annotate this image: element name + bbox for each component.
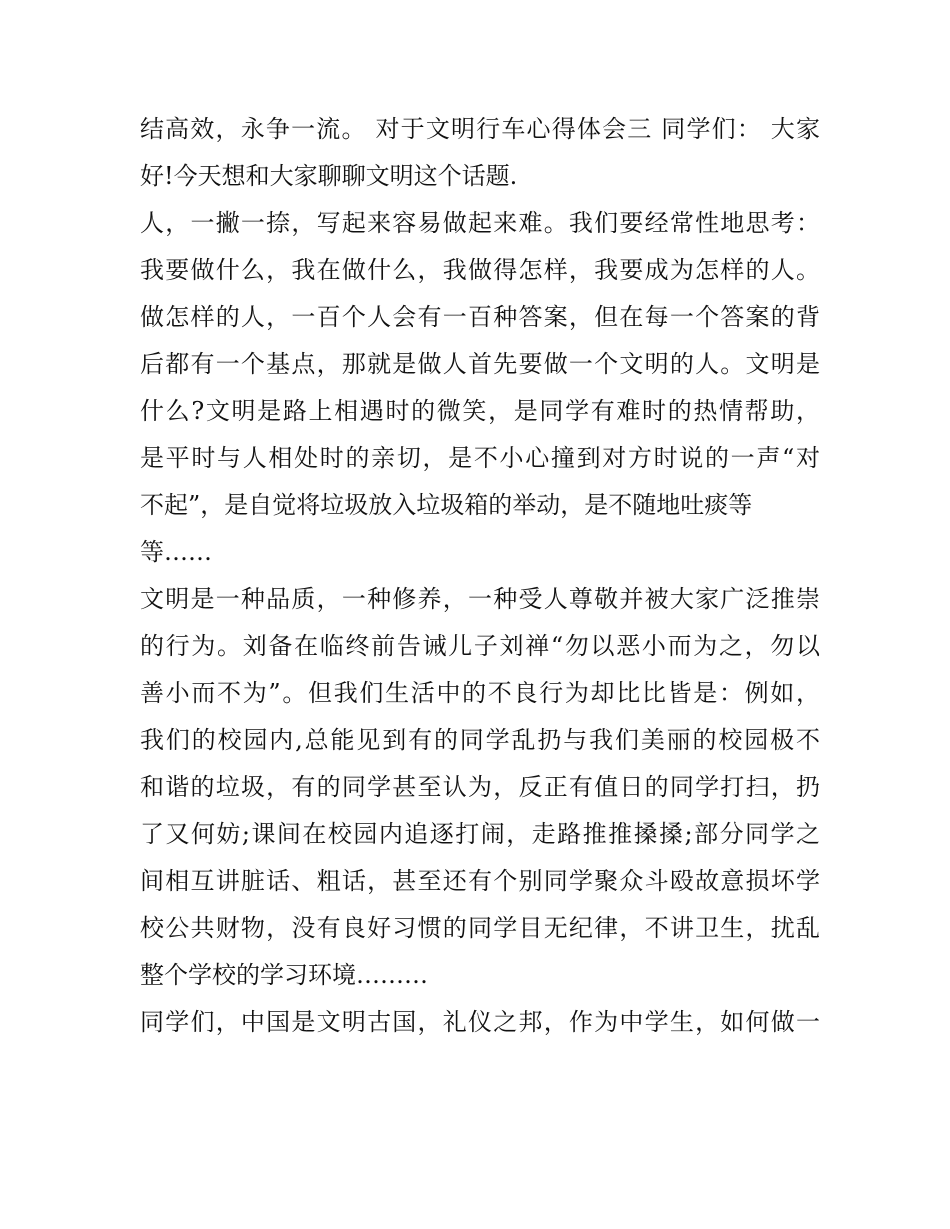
text-line: 了又何妨;课间在校园内追逐打闹，走路推推搡搡;部分同学之 (140, 820, 820, 848)
text-line: 做怎样的人，一百个人会有一百种答案，但在每一个答案的背 (140, 303, 820, 331)
text-line: 整个学校的学习环境……… (140, 961, 428, 989)
text-line: 的行为。刘备在临终前告诫儿子刘禅“勿以恶小而为之，勿以 (140, 632, 820, 660)
text-line: 和谐的垃圾，有的同学甚至认为，反正有值日的同学打扫，扔 (140, 773, 820, 801)
text-line: 不起”，是自觉将垃圾放入垃圾箱的举动，是不随地吐痰等 (140, 491, 753, 519)
text-line: 间相互讲脏话、粗话，甚至还有个别同学聚众斗殴故意损坏学 (140, 867, 820, 895)
text-line: 好!今天想和大家聊聊文明这个话题. (140, 162, 518, 190)
text-line: 我要做什么，我在做什么，我做得怎样，我要成为怎样的人。 (140, 256, 820, 284)
text-line: 等…… (140, 538, 212, 566)
text-line: 同学们，中国是文明古国，礼仪之邦，作为中学生，如何做一 (140, 1008, 820, 1036)
text-line: 我们的校园内,总能见到有的同学乱扔与我们美丽的校园极不 (140, 726, 820, 754)
text-line: 人，一撇一捺，写起来容易做起来难。我们要经常性地思考： (140, 209, 820, 237)
text-line: 善小而不为”。但我们生活中的不良行为却比比皆是：例如， (140, 679, 820, 707)
text-line: 文明是一种品质，一种修养，一种受人尊敬并被大家广泛推崇 (140, 585, 820, 613)
text-line: 后都有一个基点，那就是做人首先要做一个文明的人。文明是 (140, 350, 820, 378)
text-line: 校公共财物，没有良好习惯的同学目无纪律，不讲卫生，扰乱 (140, 914, 820, 942)
body-text (140, 106, 820, 1046)
text-line: 是平时与人相处时的亲切，是不小心撞到对方时说的一声“对 (140, 444, 820, 472)
text-line: 结高效，永争一流。 对于文明行车心得体会三 同学们： 大家 (140, 115, 820, 143)
text-line: 什么?文明是路上相遇时的微笑，是同学有难时的热情帮助， (140, 397, 820, 425)
